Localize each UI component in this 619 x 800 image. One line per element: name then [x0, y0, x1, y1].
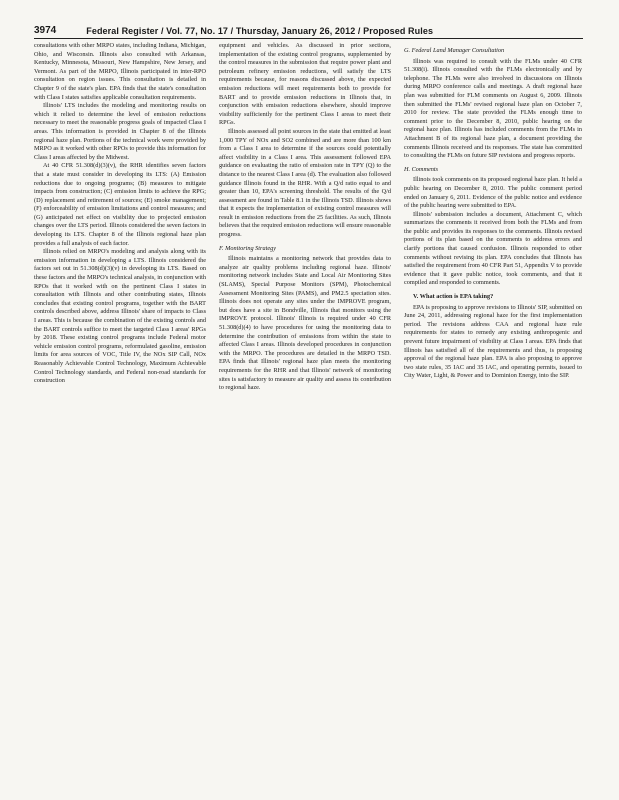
page-number: 3974 — [34, 25, 57, 36]
body-paragraph: Illinois maintains a monitoring network that provides data to analyze air quality problems including regional haze. Illinois' monitoring network includes State and Local Air Monitoring Sites (SLAMS), Special Purpose Monitors (SPM), Photochemical Assessment Monitoring Sites (PAMS), and PM2.5 speciation sites. Illinois does not operate any sites under the IMPROVE program, but does have a site in Bondville, Illinois that monitors using the IMPROVE protocol. Illinois' Illinois is required under 40 CFR 51.308(d)(4) to have procedures for using the monitoring data to determine the contribution of emissions from within the state to affected Class I areas. Illinois developed procedures in conjunction with the MRPO. The procedures are detailed in the MRPO TSD. EPA finds that Illinois' regional haze plan meets the monitoring requirements for the RHR and that Illinois' network of monitoring sites is satisfactory to measure air quality and assess its contribution to regional haze. — [219, 255, 391, 392]
page-header — [34, 22, 583, 36]
body-paragraph: equipment and vehicles. As discussed in prior sections, implementation of the existing control programs, supplemented by the control measures in the submission that require power plant and petroleum refinery emission reductions, will satisfy the LTS requirements because, for reasons discussed above, the expected emission reductions will meet requirements both to provide for BART and to provide emission reductions in Illinois that, in conjunction with emission reductions elsewhere, should improve visibility sufficiently for the pertinent Class I areas to meet their RPGs. — [219, 42, 391, 127]
section-heading: V. What action is EPA taking? — [413, 293, 494, 301]
body-paragraph: Illinois was required to consult with the FLMs under 40 CFR 51.308(i). Illinois consulted with the FLMs electronically and by telephone. The FLMs were also involved in discussions on Illinois during MRPO conference calls and meetings. A draft regional haze plan was submitted for FLM comments on August 6, 2009. Illinois then submitted the FLMs' revised regional haze plan on October 7, 2010 for review. The state provided the FLMs enough time to comment prior to the December 8, 2010, public hearing on the regional haze plan. Illinois has included comments from the FLMs in Attachment B of its regional haze plan, a document providing the comments Illinois received and its responses. The state has committed to consulting the FLMs on future SIP revisions and progress reports. — [404, 57, 582, 160]
text-column-1 — [34, 42, 206, 782]
body-paragraph: Illinois' LTS includes the modeling and monitoring results on which it relied to determine the level of emission reductions necessary to meet the reasonable progress goals of impacted Class I areas. This information is provided in Chapter 8 of the Illinois regional haze plan. Portions of the technical work were provided by MRPO as it worked with other RPOs to provide this information for Class I areas affected by the Midwest. — [34, 102, 206, 161]
section-heading: H. Comments — [404, 165, 439, 173]
header-rule — [34, 38, 583, 39]
body-paragraph: Illinois took comments on its proposed regional haze plan. It held a public hearing on December 8, 2010. The public comment period ended on January 6, 2011. Evidence of the public notice and evidence of the public hearing were submitted to EPA. — [404, 176, 582, 210]
body-paragraph: Illinois relied on MRPO's modeling and analysis along with its emission information in developing a LTS. Illinois considered the factors set out in 51.308(d)(3)(v) in developing its LTS. Based on these factors and the MRPO's technical analysis, in conjunction with RPOs that it worked with on the pertinent Class I states in consultation with Illinois and other contributing states, Illinois concludes that existing control programs, together with the BART controls described above, address Illinois' share of impacts to Class I areas. This is because the combination of the existing controls and the BART controls suffice to meet the targeted Class I areas' RPGs by 2018. These existing control programs include Federal motor vehicle emission control programs, reformulated gasoline, emission limits for area sources of VOC, Title IV, the NOx SIP Call, NOx Reasonably Achievable Control Technology, Maximum Achievable Control Technology standards, and Federal non-road standards for construction — [34, 248, 206, 385]
section-heading: F. Monitoring Strategy — [219, 244, 277, 252]
text-column-3 — [404, 42, 582, 782]
body-paragraph: EPA is proposing to approve revisions to Illinois' SIP, submitted on June 24, 2011, addressing regional haze for the first implementation period. The revisions address CAA and regional haze rule requirements for states to remedy any existing anthropogenic and prevent future impairment of visibility at Class I areas. EPA finds that Illinois has satisfied all of the requirements and thus, is proposing approval of the regional haze plan. EPA is also proposing to approve two state rules, 35 IAC and 35 IAC, and operating permits, issued to City Water, Light, & Power and to Dominion Energy, into the SIP. — [404, 303, 582, 380]
running-head: Federal Register / Vol. 77, No. 17 / Thursday, January 26, 2012 / Proposed Rules — [86, 26, 434, 36]
section-heading: G. Federal Land Manager Consultation — [404, 47, 505, 54]
body-paragraph: At 40 CFR 51.308(d)(3)(v), the RHR identifies seven factors that a state must consider in developing its LTS: (A) Emission reductions due to ongoing programs; (B) measures to mitigate impacts from construction; (C) emission limits to achieve the RPG; (D) replacement and retirement of sources; (E) smoke management; (F) enforceability of emission limitations and control measures; and (G) anticipated net effect on visibility due to projected emission changes over the LTS period. Illinois considered the seven factors in developing its LTS. Chapter 8 of the Illinois regional haze plan provides a full analysis of each factor. — [34, 162, 206, 247]
body-paragraph: Illinois' submission includes a document, Attachment C, which summarizes the comments it received from both the FLMs and from the public and provides its responses to the comments. Illinois revised portions of its plan based on the comments to address errors and clarify portions that caused confusion. Illinois responded to other comments without revising its plan. EPA concludes that Illinois has satisfied the requirement from 40 CFR Part 51, Appendix V to provide evidence that it gave public notice, took comments, and that it compiled and responded to comments. — [404, 210, 582, 287]
body-paragraph: Illinois assessed all point sources in the state that emitted at least 1,000 TPY of NOx and SO2 combined and are more than 100 km from a Class I area to determine if the sources could potentially affect visibility in a Class I area. This assessment followed EPA guidance on evaluating the ratio of emission rate in TPY (Q) to the distance to the nearest Class I area (d). The evaluation also followed guidance Illinois found in the RHR. With a Q/d ratio equal to and greater than 10, EPA's screening threshold. The results of the Q/d assessment are found in Table 8.1 in the Illinois TSD. Illinois shows that it expects the implementation of existing control measures will result in emission reductions from the 25 facilities. As such, Illinois believes that the required emission reductions will ensure reasonable progress. — [219, 127, 391, 239]
text-column-2 — [219, 42, 391, 782]
body-paragraph: consultations with other MRPO states, including Indiana, Michigan, Ohio, and Wisconsin. Illinois also consulted with Arkansas, Kentucky, Minnesota, Missouri, New Hampshire, New Jersey, and Vermont. As part of the MRPO, Illinois participated in inter-RPO consultation on region issues. This consultation is detailed in Chapter 9 of the state's plan. EPA finds that the state's consultation with Class I states satisfies applicable consultation requirements. — [34, 42, 206, 101]
